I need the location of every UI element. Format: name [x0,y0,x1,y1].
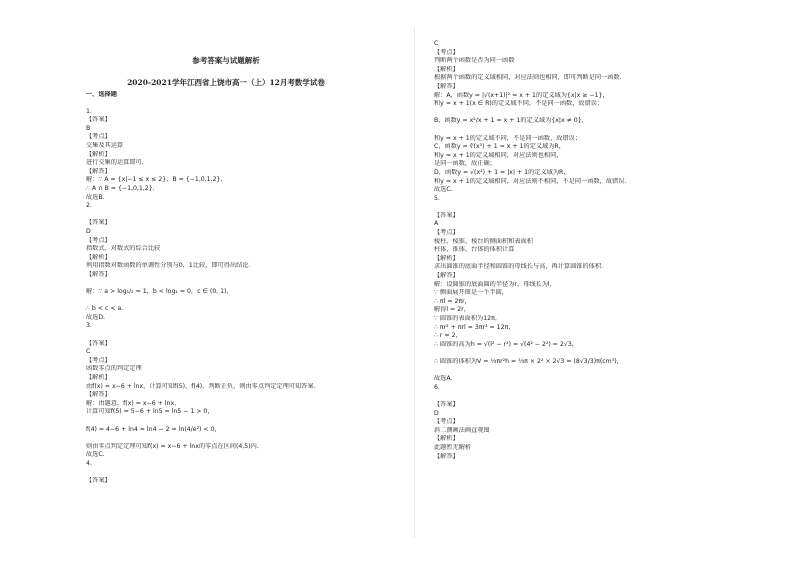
text-line: 故选A． [434,375,457,383]
text-line: 根据两个函数的定义域相同，对应法则也相同，即可判断是同一函数． [434,74,626,82]
text-line: 故选B. [86,193,105,201]
text-line: D，函数y = √(x²) + 1 = |x| + 1的定义域为R， [434,168,570,176]
text-line: C，函数y = ∛(x³) + 1 = x + 1的定义域为R， [434,143,565,151]
text-line: ∴ r = 2， [434,332,462,340]
text-line: ∴ b < c < a． [86,305,128,313]
text-line: 【答案】 [86,116,111,124]
text-line: 【解析】 [434,254,459,262]
column-divider [414,28,415,538]
right-column [434,40,734,461]
text-line: D [434,409,439,417]
text-line: 【答案】 [434,400,459,408]
text-line: 【解答】 [86,270,111,278]
text-line: 【考点】 [434,48,459,56]
text-line: 由f(x) = x−6 + lnx，计算可知f(5)，f(4)，判断正负，则由零点判定定理可知答案. [86,382,316,390]
text-line: 4. [86,459,92,467]
text-line: 【答案】 [86,477,111,485]
text-line: 此题暂无解析 [434,443,472,451]
text-line [86,211,406,220]
section-heading: 一、选择题 [86,91,117,98]
text-line [434,392,734,401]
text-line: ∴ 圆锥的体积为V = ⅓πr²h = ⅓π × 2² × 2√3 = (8√3/3)π(cm³)， [434,357,623,365]
text-line: 指数式、对数式的综合比较 [86,245,161,253]
text-line: ∴ 圆锥的高为h = √(l² − r²) = √(4² − 2²) = 2√3， [434,340,578,348]
text-line: ∴ A ∩ B = {−1,0,1,2}. [86,184,155,192]
text-line: 进行交集的运算即可. [86,159,144,167]
text-line: 【答案】 [86,219,111,227]
text-line: 函数零点的判定定理 [86,365,142,373]
text-line: 【解答】 [434,452,459,460]
text-line: 【考点】 [86,133,111,141]
text-line: 棱柱、棱锥、棱台的侧面积和表面积 [434,237,533,245]
text-line: ∵ 侧面展开图是一个半圆， [434,289,508,297]
text-line: 【解析】 [86,150,111,158]
text-line: 和y = x + 1的定义域相同，对应法则不相同，不是同一函数，故错误． [434,177,631,185]
text-line: 【解答】 [86,391,111,399]
text-line: C [434,40,439,47]
text-line: 和y = x + 1的定义域相同，对应法则也相同， [434,151,563,159]
text-line: D [86,227,91,235]
text-line: 3. [86,322,92,330]
text-line [86,279,406,288]
text-line [434,126,734,135]
text-line [434,109,734,118]
text-line: 【解析】 [86,253,111,261]
text-line: 解：A，函数y = |√(x+1)|² = x + 1的定义域为{x|x ≥ −1}， [434,91,609,99]
text-line: B，函数y = x²/x + 1 = x + 1的定义域为{x|x ≠ 0}， [434,117,588,125]
text-line: 【考点】 [434,229,459,237]
text-line: 解得l = 2r， [434,306,470,314]
text-line [86,331,406,340]
text-line: 5. [434,194,440,202]
text-line: ∴ πl = 2πr， [434,297,471,305]
text-line: 【解析】 [434,65,459,73]
text-line [86,434,406,443]
text-line: 故选D. [86,313,106,321]
left-column [86,40,406,486]
text-line: 解：由题意，f(x) = x−6 + lnx， [86,399,181,407]
text-line: 【解析】 [86,374,111,381]
text-line: 故选C. [434,186,453,194]
text-line: 【解答】 [434,272,459,280]
text-line: 【解答】 [434,82,459,90]
text-line: 斜二测画法画直观图 [434,426,490,434]
text-line: A [434,220,439,228]
text-line: ∴ πr² + πrl = 3πr² = 12π， [434,323,515,331]
text-line: 解：设圆锥的底面圆的半径为r，母线长为l， [434,280,556,288]
document-title: 参考答案与试题解析 [192,56,260,65]
text-line: 和y = x + 1(x ∈ R)的定义域不同，不是同一函数，故错误； [434,100,604,108]
text-line: 求出圆锥的底面半径和圆锥的母线长与高，再计算圆锥的体积． [434,263,608,271]
text-line: ∵ 圆锥的表面积为12π， [434,315,502,322]
text-line: 【考点】 [86,356,111,364]
text-line: 利用指数对数函数的单调性分别与0，1比较，即可得出结论． [86,262,255,270]
document-subtitle: 2020-2021学年江西省上饶市高一（上）12月考数学试卷 [127,78,325,87]
text-line: 【答案】 [434,211,459,219]
text-line: 故选C. [86,451,105,459]
text-line: 【解析】 [434,435,459,443]
text-line: 【答案】 [86,339,111,347]
text-line [434,349,734,358]
text-line [434,367,734,376]
text-line: 解：∵ a > log₁/₂ = 1，b < log₁ = 0，c ∈ (0, 1)， [86,288,233,296]
right-body [434,40,734,461]
text-line: 解：∵ A = {x|−1 ≤ x ≤ 2}，B = {−1,0,1,2}, [86,176,223,184]
text-line [86,417,406,426]
text-line: 【考点】 [86,236,111,244]
text-line: 1. [86,107,92,115]
text-line: 6. [434,383,440,391]
text-line: 2. [86,202,92,210]
text-line [434,203,734,212]
text-line [86,297,406,306]
text-line: 【考点】 [434,418,459,426]
text-line: f(4) = 4−6 + ln4 = ln4 − 2 = ln(4/e²) < 0， [86,425,221,433]
text-line: 和y = x + 1的定义域不同，不是同一函数，故错误； [434,134,582,142]
text-line: B [86,124,91,132]
text-line: C [86,348,91,356]
text-line: 则由零点判定定理可知f(x) = x−6 + lnx的零点在区间(4,5)内. [86,442,259,450]
text-line [86,469,406,478]
text-line: 【解答】 [86,167,111,175]
text-line: 柱体、锥体、台体的体积计算 [434,246,515,254]
text-line: 交集及其运算 [86,141,124,149]
text-line: 是同一函数，故正确； [434,160,496,168]
text-line: 判断两个函数是否为同一函数 [434,57,515,65]
text-line: 计算可知f(5) = 5−6 + ln5 = ln5 − 1 > 0， [86,408,214,416]
left-body [86,108,406,486]
